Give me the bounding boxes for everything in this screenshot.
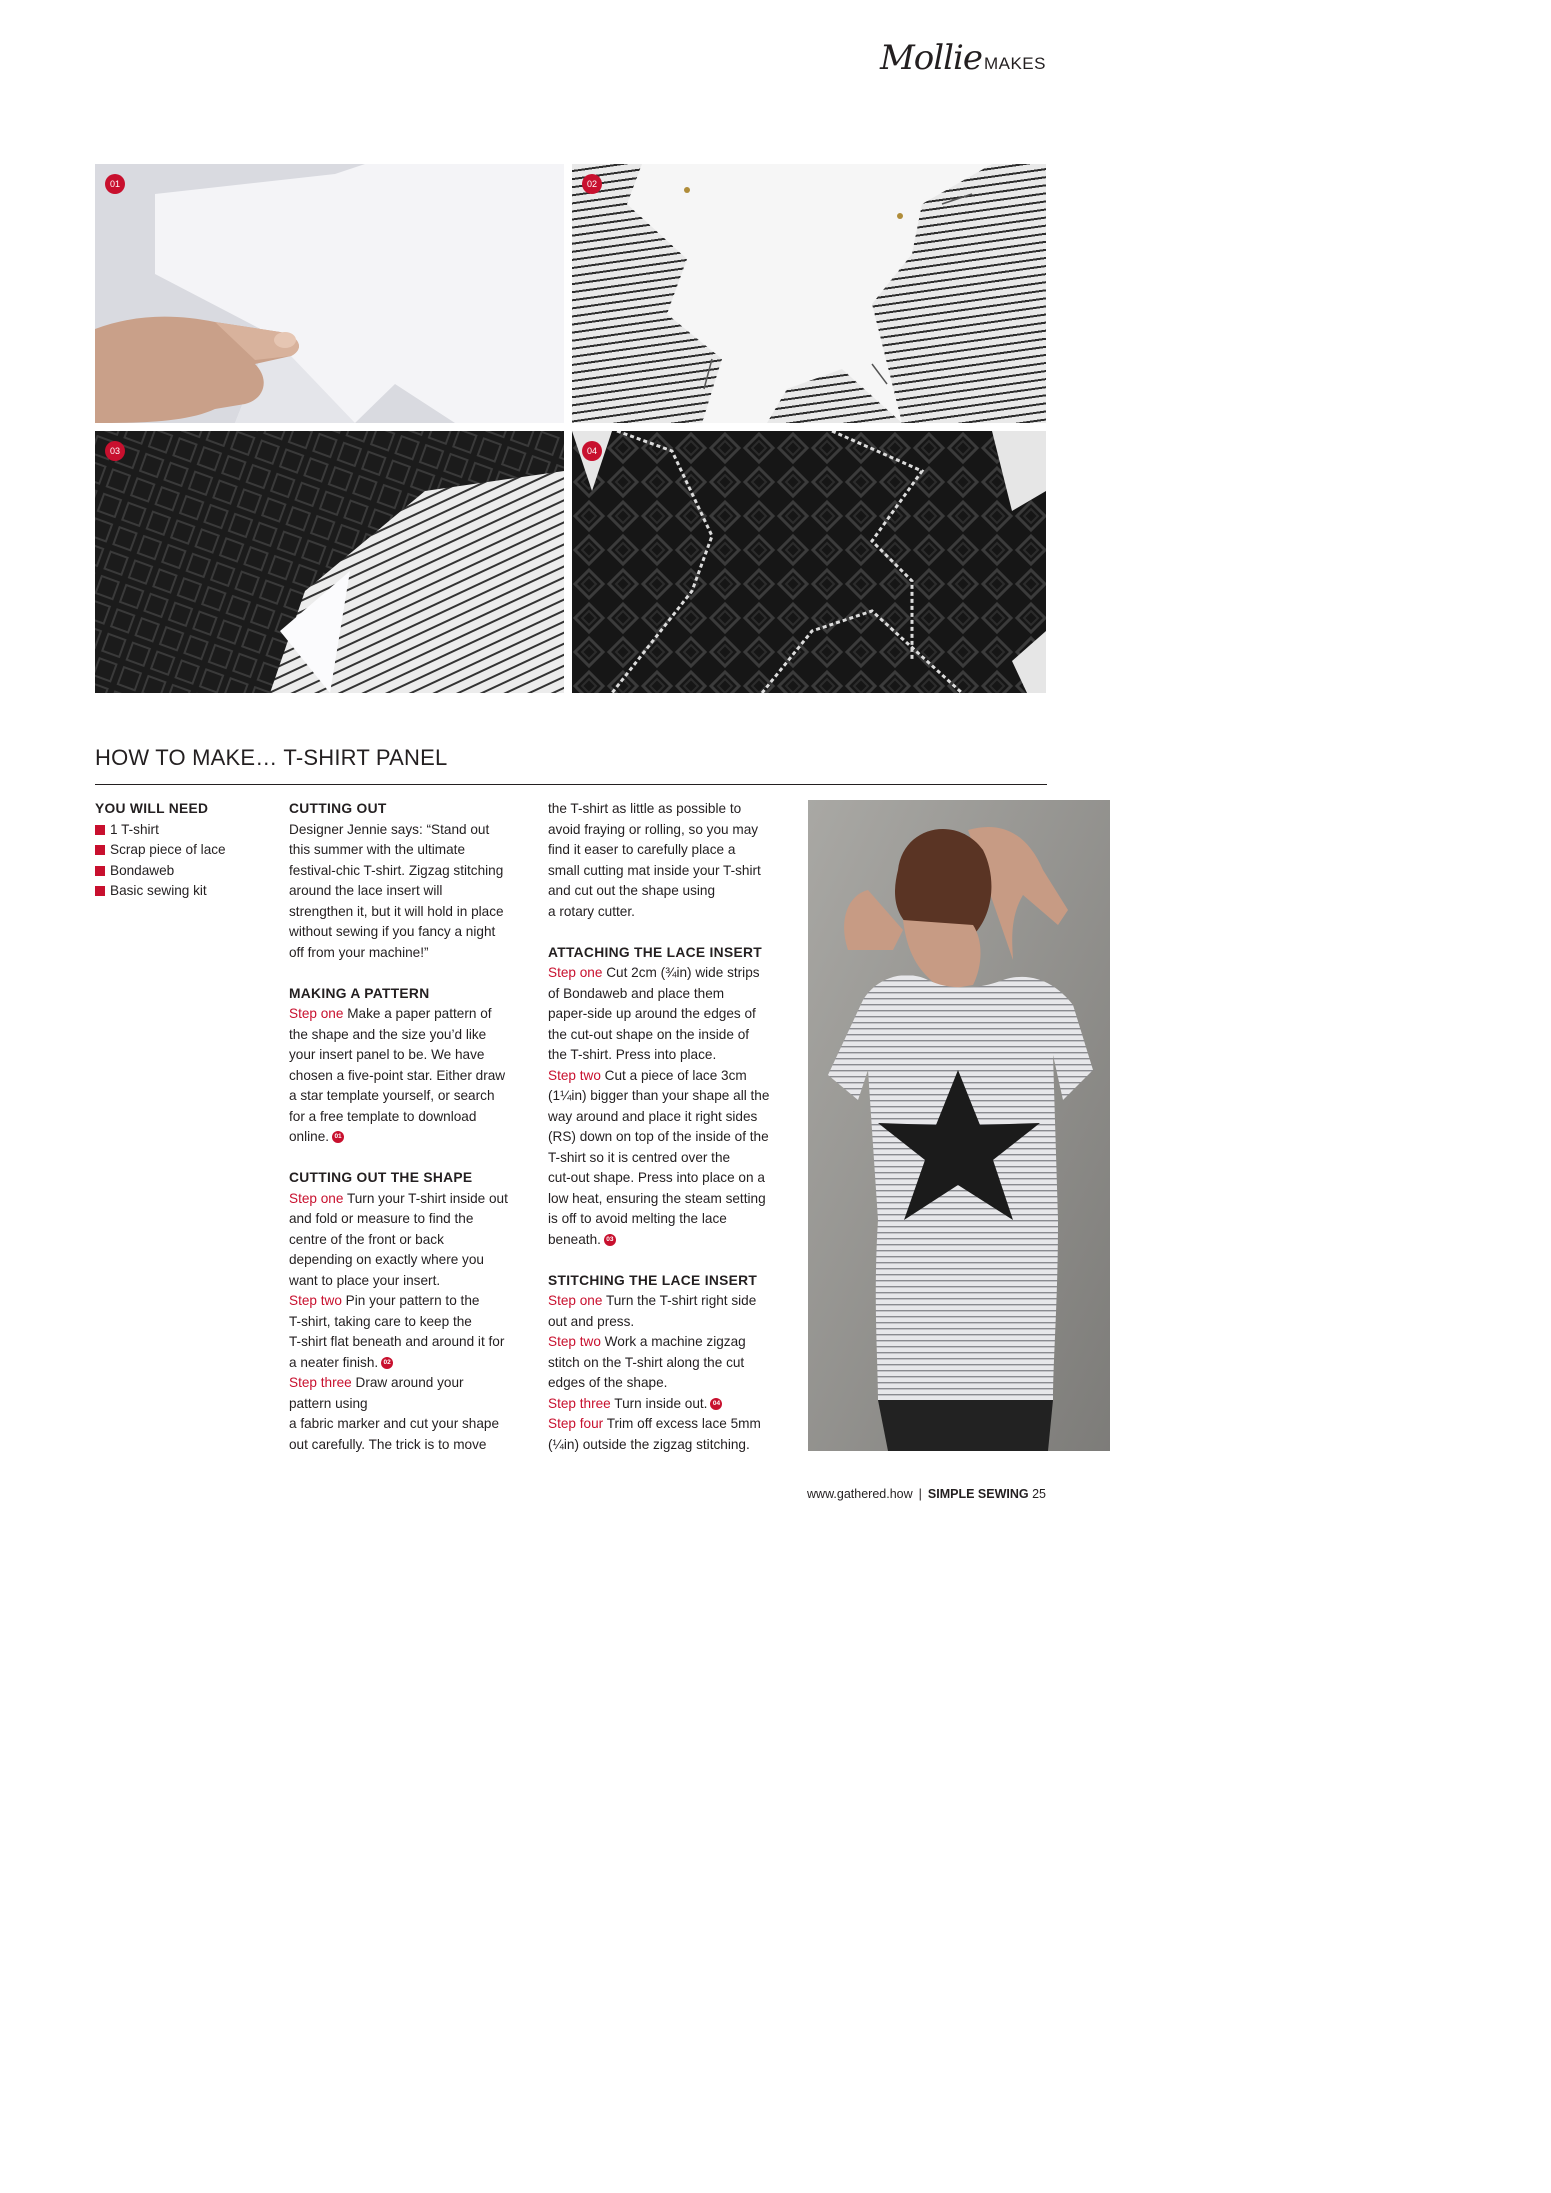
list-item: [95, 840, 275, 861]
step-number-badge: 04: [582, 441, 602, 461]
list-item-label: Basic sewing kit: [110, 883, 207, 898]
step-label: Step two: [548, 1067, 601, 1083]
text-line: [548, 1230, 798, 1251]
text-span: Pin your pattern to the: [341, 1293, 480, 1308]
section-heading: CUTTING OUT THE SHAPE: [289, 1170, 473, 1185]
step-label: Step three: [289, 1375, 352, 1390]
text-line: a star template yourself, or search: [289, 1088, 495, 1103]
text-line: off from your machine!”: [289, 944, 429, 960]
section-heading: YOU WILL NEED: [95, 801, 209, 816]
step-label: Step three: [548, 1395, 611, 1411]
text-line: low heat, ensuring the steam setting: [548, 1190, 766, 1206]
text-line: way around and place it right sides: [548, 1108, 758, 1124]
text-line: depending on exactly where you: [289, 1252, 484, 1267]
bullet-square-icon: [95, 886, 105, 896]
list-item: [95, 820, 275, 841]
section-heading: ATTACHING THE LACE INSERT: [548, 944, 762, 960]
bullet-square-icon: [95, 866, 105, 876]
photo-ref-badge: 02: [381, 1357, 393, 1369]
text-line: chosen a five-point star. Either draw: [289, 1067, 506, 1083]
text-line: out and press.: [548, 1313, 635, 1329]
text-line: (1¼in) bigger than your shape all the: [548, 1088, 770, 1103]
step-label: Step one: [289, 1006, 344, 1021]
text-line: [289, 1373, 539, 1394]
text-line: [289, 1127, 539, 1148]
photo-paper-star: [95, 164, 564, 423]
text-line: the T-shirt as little as possible to: [548, 801, 742, 816]
text-line: [548, 1066, 798, 1087]
step-number-badge: 01: [105, 174, 125, 194]
instructions-column-2: [289, 799, 539, 1455]
text-line: a rotary cutter.: [548, 903, 635, 919]
photo-model-back: [808, 800, 1110, 1451]
bullet-square-icon: [95, 845, 105, 855]
text-line: a fabric marker and cut your shape: [289, 1416, 500, 1431]
step-label: Step two: [289, 1293, 342, 1308]
text-line: [289, 1353, 539, 1374]
step-label: Step one: [548, 1293, 603, 1308]
text-line: [548, 1414, 798, 1435]
heading-divider: [95, 784, 1047, 785]
text-line: of Bondaweb and place them: [548, 985, 725, 1001]
photo-ref-badge: 03: [604, 1234, 616, 1246]
text-span: Turn the T-shirt right side: [602, 1293, 757, 1308]
text-span: Work a machine zigzag: [600, 1334, 746, 1349]
step-label: Step one: [548, 965, 603, 980]
text-line: and fold or measure to find the: [289, 1211, 474, 1226]
materials-list: [95, 820, 275, 902]
footer-separator: |: [918, 1487, 922, 1501]
list-item-label: 1 T-shirt: [110, 821, 159, 837]
text-line: stitch on the T-shirt along the cut: [548, 1354, 745, 1370]
instructions-column-3: [548, 799, 798, 1455]
photo-ref-badge: 04: [710, 1398, 722, 1410]
page-number: 25: [1032, 1487, 1046, 1501]
text-line: T-shirt flat beneath and around it for: [289, 1334, 505, 1349]
bullet-square-icon: [95, 825, 105, 835]
text-line: and cut out the shape using: [548, 883, 716, 898]
section-heading: CUTTING OUT: [289, 801, 387, 816]
text-line: is off to avoid melting the lace: [548, 1211, 727, 1226]
text-span: Turn inside out.: [610, 1395, 708, 1411]
section-heading: MAKING A PATTERN: [289, 985, 430, 1001]
brand-script: Mollie: [879, 38, 982, 78]
model-tshirt-illustration: [808, 800, 1110, 1451]
text-line: your insert panel to be. We have: [289, 1047, 485, 1062]
text-line: [548, 1394, 798, 1415]
step-label: Step four: [548, 1416, 604, 1431]
step-label: Step two: [548, 1334, 601, 1349]
list-item: [95, 881, 275, 902]
text-line: find it easer to carefully place a: [548, 842, 736, 857]
text-span: Draw around your: [351, 1375, 464, 1390]
text-line: small cutting mat inside your T-shirt: [548, 862, 761, 878]
text-line: [548, 963, 798, 984]
page-footer: [807, 1487, 1046, 1501]
text-line: around the lace insert will: [289, 883, 443, 898]
text-line: the shape and the size you’d like: [289, 1026, 487, 1042]
text-line: [548, 1332, 798, 1353]
text-line: [289, 1004, 539, 1025]
text-span: Turn your T-shirt inside out: [343, 1190, 508, 1206]
lace-placement-illustration: [95, 431, 564, 693]
text-line: centre of the front or back: [289, 1231, 444, 1247]
text-span: online.: [289, 1129, 330, 1144]
photo-ref-badge: 01: [332, 1131, 344, 1143]
text-line: (RS) down on top of the inside of the: [548, 1129, 769, 1144]
text-span: Cut a piece of lace 3cm: [600, 1067, 747, 1083]
pinned-pattern-illustration: [572, 164, 1046, 423]
section-heading: STITCHING THE LACE INSERT: [548, 1272, 758, 1288]
text-line: for a free template to download: [289, 1108, 477, 1124]
text-line: Designer Jennie says: “Stand out: [289, 821, 490, 837]
step-label: Step one: [289, 1190, 344, 1206]
publication-name: SIMPLE SEWING: [927, 1487, 1029, 1501]
text-line: the cut-out shape on the inside of: [548, 1026, 750, 1042]
photo-lace-placement: [95, 431, 564, 693]
text-line: avoid fraying or rolling, so you may: [548, 821, 759, 837]
text-line: T-shirt so it is centred over the: [548, 1149, 731, 1165]
text-line: cut-out shape. Press into place on a: [548, 1170, 765, 1185]
text-line: want to place your insert.: [289, 1272, 441, 1288]
paper-star-illustration: [95, 164, 564, 423]
text-line: the T-shirt. Press into place.: [548, 1047, 717, 1062]
page-title: HOW TO MAKE… T-SHIRT PANEL: [95, 745, 448, 770]
photo-pinned-pattern: [572, 164, 1046, 423]
step-number-badge: 03: [105, 441, 125, 461]
text-line: out carefully. The trick is to move: [289, 1436, 487, 1452]
brand-word: MAKES: [983, 54, 1046, 73]
text-line: pattern using: [289, 1395, 368, 1411]
list-item-label: Bondaweb: [110, 862, 175, 878]
text-line: festival-chic T-shirt. Zigzag stitching: [289, 862, 504, 878]
text-line: T-shirt, taking care to keep the: [289, 1313, 472, 1329]
text-line: without sewing if you fancy a night: [289, 924, 496, 939]
text-line: strengthen it, but it will hold in place: [289, 903, 504, 919]
brand-logo: [880, 38, 1046, 78]
photo-zigzag-stitch: [572, 431, 1046, 693]
text-span: a neater finish.: [289, 1354, 379, 1370]
website-url: www.gathered.how: [807, 1487, 913, 1501]
text-line: (¼in) outside the zigzag stitching.: [548, 1436, 750, 1452]
list-item: [95, 861, 275, 882]
text-line: edges of the shape.: [548, 1375, 668, 1390]
list-item-label: Scrap piece of lace: [110, 842, 226, 857]
step-number-badge: 02: [582, 174, 602, 194]
text-line: [289, 1189, 539, 1210]
text-line: this summer with the ultimate: [289, 842, 466, 857]
you-will-need-section: [95, 799, 275, 902]
text-span: Make a paper pattern of: [343, 1006, 492, 1021]
text-line: [289, 1291, 539, 1312]
text-span: beneath.: [548, 1231, 601, 1247]
zigzag-stitch-illustration: [572, 431, 1046, 693]
text-span: Cut 2cm (¾in) wide strips: [602, 965, 760, 980]
text-line: [548, 1291, 798, 1312]
text-span: Trim off excess lace 5mm: [603, 1416, 761, 1431]
text-line: paper-side up around the edges of: [548, 1006, 756, 1021]
